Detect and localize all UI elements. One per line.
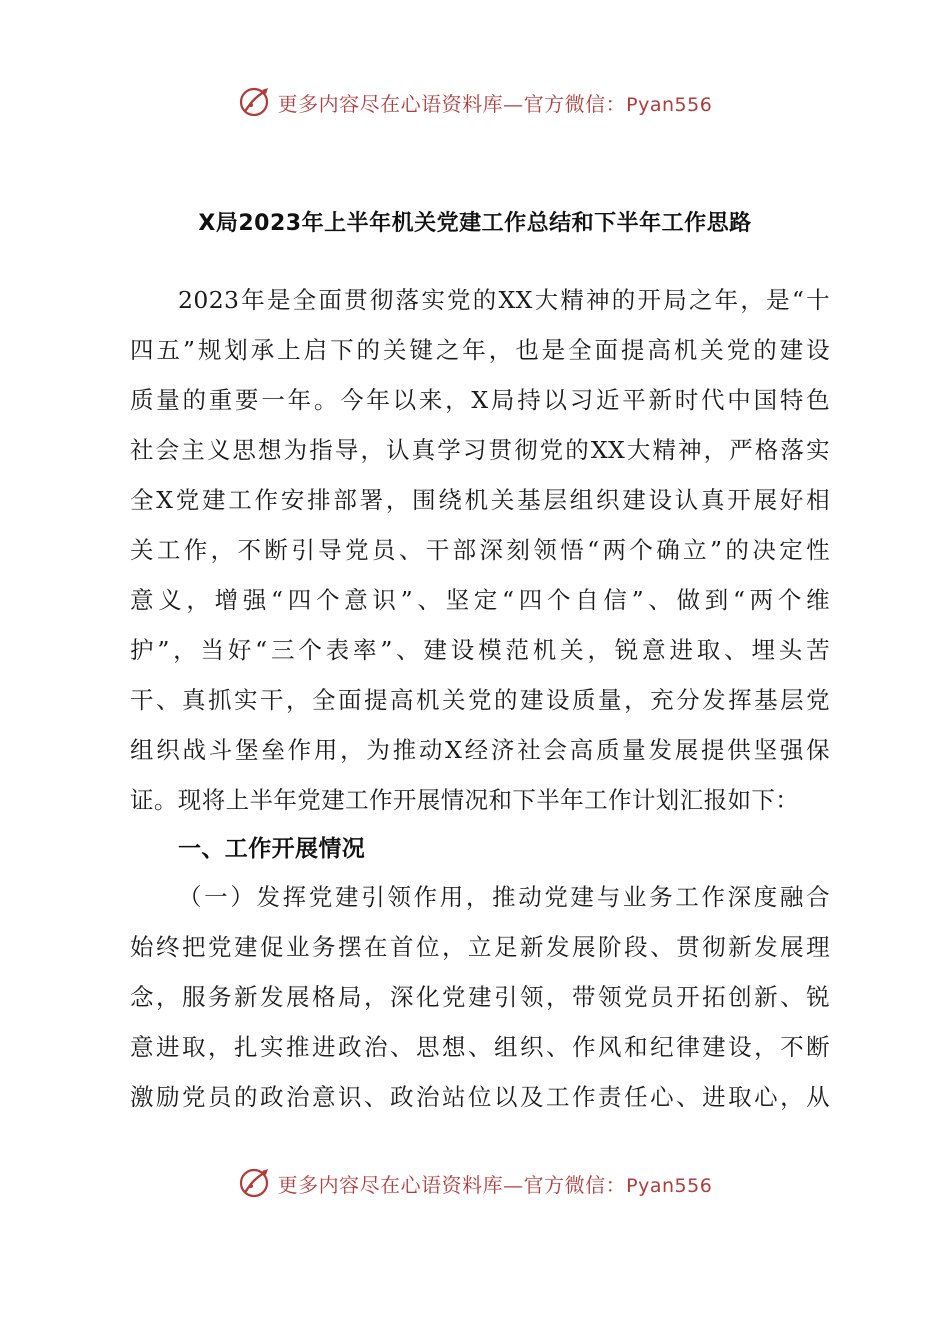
paragraph-line: 干、真抓实干，全面提高机关党的建设质量，充分发挥基层党 <box>130 686 830 714</box>
section-heading: 一、工作开展情况 <box>178 836 366 862</box>
watermark-text: 更多内容尽在心语资料库—官方微信：Pyan556 <box>277 91 713 116</box>
paragraph-line: 四五”规划承上启下的关键之年，也是全面提高机关党的建设 <box>130 336 830 364</box>
paragraph-line: 全X党建工作安排部署，围绕机关基层组织建设认真开展好相 <box>130 486 830 514</box>
paragraph-line: 组织战斗堡垒作用，为推动X经济社会高质量发展提供坚强保 <box>130 736 830 764</box>
pen-logo-icon <box>238 1165 274 1201</box>
paragraph-line: 证。现将上半年党建工作开展情况和下半年工作计划汇报如下： <box>130 786 800 814</box>
paragraph-line: 关工作，不断引导党员、干部深刻领悟“两个确立”的决定性 <box>130 536 830 564</box>
watermark-banner-bottom <box>0 1163 950 1203</box>
paragraph-line: 质量的重要一年。今年以来，X局持以习近平新时代中国特色 <box>130 386 830 414</box>
paragraph-line: 意义，增强“四个意识”、坚定“四个自信”、做到“两个维 <box>130 586 830 614</box>
subsection-line: （一）发挥党建引领作用，推动党建与业务工作深度融合 <box>178 883 830 911</box>
watermark-banner-top <box>0 82 950 122</box>
watermark-text: 更多内容尽在心语资料库—官方微信：Pyan556 <box>277 1172 713 1197</box>
paragraph-line: 社会主义思想为指导，认真学习贯彻党的XX大精神，严格落实 <box>130 436 830 464</box>
paragraph-line: 激励党员的政治意识、政治站位以及工作责任心、进取心，从 <box>130 1083 830 1111</box>
document-title: X局2023年上半年机关党建工作总结和下半年工作思路 <box>198 211 752 236</box>
paragraph-line: 意进取，扎实推进政治、思想、组织、作风和纪律建设，不断 <box>130 1033 830 1061</box>
pen-logo-icon <box>238 84 274 120</box>
paragraph-line: 护”，当好“三个表率”、建设模范机关，锐意进取、埋头苦 <box>130 636 830 664</box>
paragraph-line: 念，服务新发展格局，深化党建引领，带领党员开拓创新、锐 <box>130 983 830 1011</box>
paragraph-line: 始终把党建促业务摆在首位，立足新发展阶段、贯彻新发展理 <box>130 933 830 961</box>
paragraph-line: 2023年是全面贯彻落实党的XX大精神的开局之年，是“十 <box>178 286 830 314</box>
